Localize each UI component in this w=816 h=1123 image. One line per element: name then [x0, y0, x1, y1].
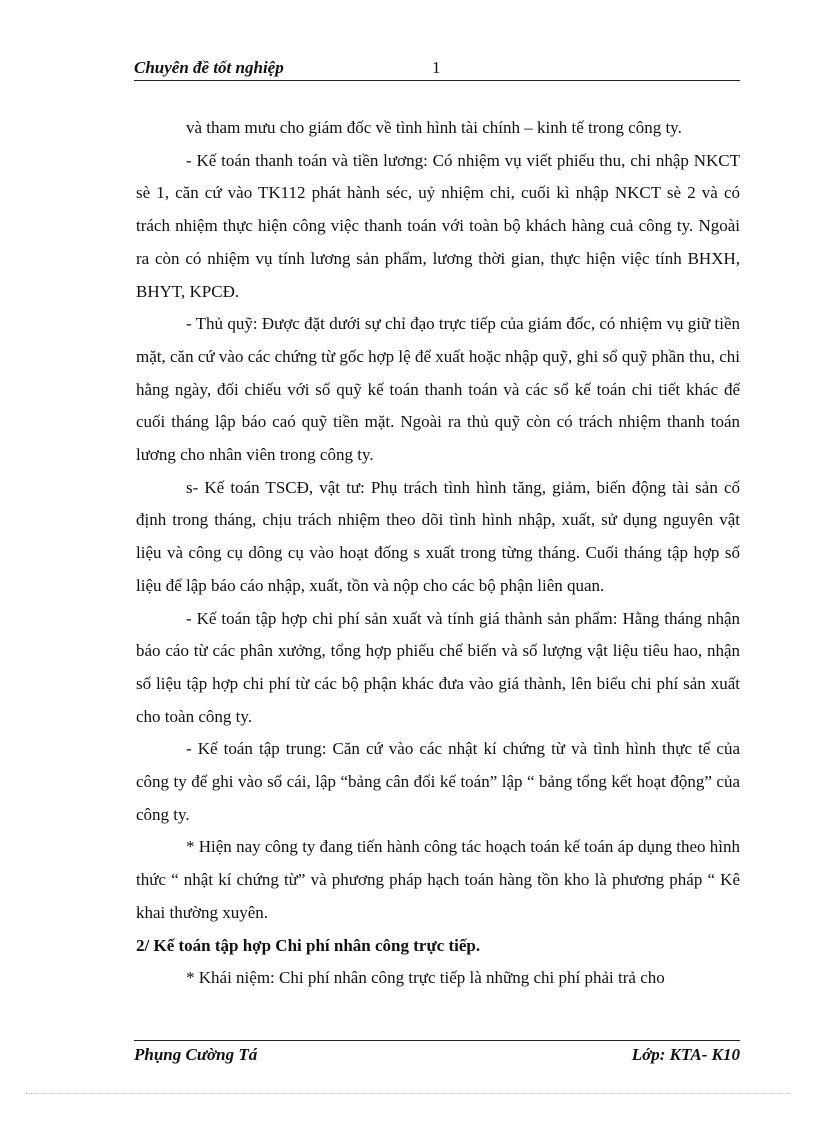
- page-header: [134, 58, 740, 81]
- paragraph-accounting-method: * Hiện nay công ty đang tiến hành công tác hoạch toán kế toán áp dụng theo hình thức “ nhật kí chứng từ” và phương pháp hạch toán hàng tồn kho là phương pháp “ Kê khai thường xuyên.: [136, 837, 740, 922]
- paragraph-continuation: và tham mưu cho giám đốc về tình hình tài chính – kinh tế trong công ty.: [186, 118, 682, 137]
- paragraph-general-accounting: - Kế toán tập trung: Căn cứ vào các nhật kí chứng từ và tình hình thực tế của công ty để ghi vào sổ cái, lập “bảng cân đối kế toán” lập “ bảng tổng kết hoạt động” của công ty.: [136, 739, 740, 824]
- paragraph-definition: * Khái niệm: Chi phí nhân công trực tiếp là những chi phí phải trả cho: [186, 968, 665, 988]
- page-number: 1: [432, 58, 441, 77]
- document-title: Chuyên đề tốt nghiệp: [134, 58, 284, 77]
- section-heading: 2/ Kế toán tập hợp Chi phí nhân công trực tiếp.: [136, 935, 481, 955]
- page-footer: [134, 1040, 740, 1069]
- paragraph-fixed-assets: s- Kế toán TSCĐ, vật tư: Phụ trách tình hình tăng, giảm, biến động tài sản cố định trong tháng, chịu trách nhiệm theo dõi tình hình nhập, xuất, sử dụng nguyên vật liệu và công cụ dông cụ vào hoạt đống s xuất trong từng tháng. Cuối tháng tập hợp số liệu để lập báo cáo nhập, xuất, tồn và nộp cho các bộ phận liên quan.: [136, 477, 740, 595]
- paragraph-treasurer: - Thủ quỹ: Được đặt dưới sự chỉ đạo trực tiếp của giám đốc, có nhiệm vụ giữ tiền mặt, căn cứ vào các chứng từ gốc hợp lệ để xuất hoặc nhập quỹ, ghi sổ quỹ phần thu, chi hằng ngày, đối chiếu với sổ quỹ kế toán thanh toán và các sổ kế toán chi tiết khác để cuối tháng lập báo caó quỹ tiền mặt. Ngoài ra thủ quỹ còn có trách nhiệm thanh toán lương cho nhân viên trong công ty.: [136, 314, 740, 465]
- paragraph-cost-accounting: - Kế toán tập hợp chi phí sản xuất và tính giá thành sản phẩm: Hằng tháng nhận báo cáo từ các phân xưởng, tổng hợp phiếu chế biến và số lượng vật liệu tiêu hao, nhận số liệu tập hợp chi phí từ các bộ phận khác đưa vào giá thành, lên biểu chi phí sản xuất cho toàn công ty.: [136, 608, 740, 726]
- body-text: [136, 112, 740, 995]
- footer-class: Lớp: KTA- K10: [631, 1045, 740, 1064]
- page-bottom-divider: [26, 1093, 790, 1094]
- footer-author: Phụng Cường Tá: [134, 1045, 258, 1064]
- paragraph-payment-accounting: - Kế toán thanh toán và tiền lương: Có nhiệm vụ viết phiếu thu, chi nhập NKCT sè 1, căn cứ vào TK112 phát hành séc, uỷ nhiệm chi, cuối kì nhập NKCT sè 2 và có trách nhiệm thực hiện công việc thanh toán với toàn bộ khách hàng cuả công ty. Ngoài ra còn có nhiệm vụ tính lương sản phẩm, lương thời gian, thực hiện việc tính BHXH, BHYT, KPCĐ.: [136, 150, 740, 301]
